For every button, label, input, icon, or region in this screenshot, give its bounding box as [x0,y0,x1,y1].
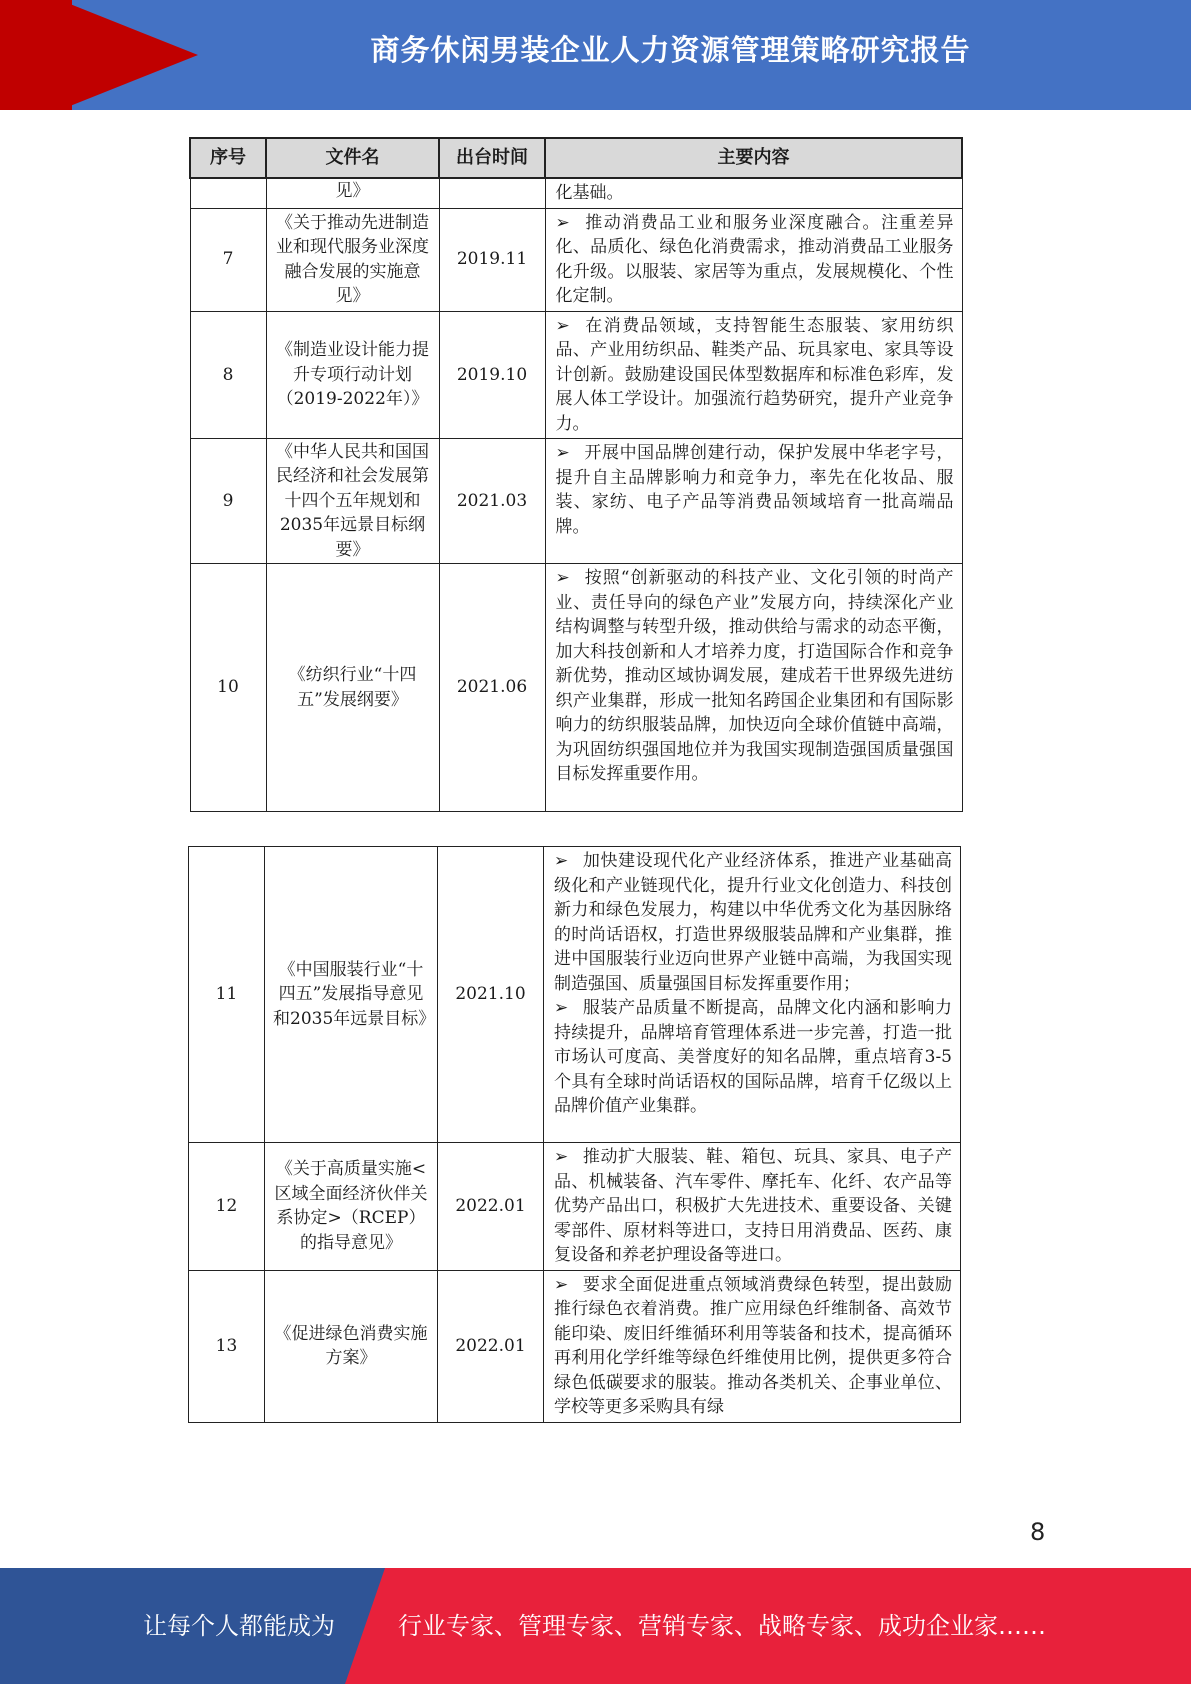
bullet-icon: ➢ [555,443,570,463]
bullet-text: 加快建设现代化产业经济体系，推进产业基础高级化和产业链现代化，提升行业文化创造力、科技创新力和绿色发展力，构建以中华优秀文化为基因脉络的时尚话语权，打造世界级服装品牌和产业集群，推进中国服装行业迈向世界产业链中高端，为我国实现制造强国、质量强国目标发挥重要作用； [554,851,952,994]
row-seq: 11 [189,847,265,1143]
row-content [545,311,962,439]
bullet-icon: ➢ [555,315,570,336]
row-content [544,1143,961,1271]
footer-slogan-left: 让每个人都能成为 [143,1612,335,1640]
bullet-icon: ➢ [554,1147,569,1167]
table-row [190,439,962,564]
row-name: 《中国服装行业“十四五”发展指导意见和2035年远景目标》 [265,847,438,1143]
bullet-text: 开展中国品牌创建行动，保护发展中华老字号，提升自主品牌影响力和竞争力，率先在化妆品、服装、家纺、电子产品等消费品领域培育一批高端品牌。 [555,443,954,537]
row-name: 《关于推动先进制造业和现代服务业深度融合发展的实施意见》 [266,208,439,311]
row-date: 2022.01 [438,1270,544,1422]
row-content [544,847,961,1143]
bullet-text: 在消费品领域，支持智能生态服装、家用纺织品、产业用纺织品、鞋类产品、玩具家电、家具等设计创新。鼓励建设国民体型数据库和标准色彩库，发展人体工学设计。加强流行趋势研究，提升产业竞争力。 [555,315,954,434]
bullet-icon: ➢ [555,212,570,233]
footer-blue-slant [345,1568,385,1684]
row-seq: 9 [190,439,266,564]
row-seq: 12 [189,1143,265,1271]
bullet-icon: ➢ [554,851,569,871]
bullet-icon: ➢ [555,568,570,588]
row-name: 《制造业设计能力提升专项行动计划（2019-2022年）》 [266,311,439,439]
row-content [545,439,962,564]
row-name: 见》 [266,178,439,208]
row-name: 《纺织行业“十四五”发展纲要》 [266,564,439,812]
row-name: 《促进绿色消费实施方案》 [265,1270,438,1422]
report-title: 商务休闲男装企业人力资源管理策略研究报告 [370,33,971,67]
policy-table-part1 [189,137,963,812]
row-content [544,1270,961,1422]
table-row [190,564,962,812]
row-date: 2019.10 [439,311,545,439]
table-row [189,1270,961,1422]
row-date [439,178,545,208]
bullet-icon: ➢ [554,998,569,1018]
bullet-icon: ➢ [554,1274,569,1295]
row-date: 2021.10 [438,847,544,1143]
table-header-row [190,138,962,178]
row-content: 化基础。 [545,178,962,208]
row-date: 2022.01 [438,1143,544,1271]
bullet-text: 要求全面促进重点领域消费绿色转型，提出鼓励推行绿色衣着消费。推广应用绿色纤维制备、高效节能印染、废旧纤维循环利用等装备和技术，提高循环再利用化学纤维等绿色纤维使用比例，提供更多符合绿色低碳要求的服装。推动各类机关、企事业单位、学校等更多采购具有绿 [554,1274,952,1417]
row-date: 2021.03 [439,439,545,564]
col-header-content: 主要内容 [545,138,962,178]
row-date: 2019.11 [439,208,545,311]
row-name: 《关于高质量实施<区域全面经济伙伴关系协定>（RCEP）的指导意见》 [265,1143,438,1271]
bullet-text: 服装产品质量不断提高，品牌文化内涵和影响力持续提升，品牌培育管理体系进一步完善，打造一批市场认可度高、美誉度好的知名品牌，重点培育3-5个具有全球时尚话语权的国际品牌，培育千亿级以上品牌价值产业集群。 [554,998,952,1116]
report-header [0,0,1191,110]
col-header-name: 文件名 [266,138,439,178]
bullet-text: 推动扩大服装、鞋、箱包、玩具、家具、电子产品、机械装备、汽车零件、摩托车、化纤、农产品等优势产品出口，积极扩大先进技术、重要设备、关键零部件、原材料等进口，支持日用消费品、医药、康复设备和养老护理设备等进口。 [554,1147,952,1265]
table-row [190,208,962,311]
col-header-seq: 序号 [190,138,266,178]
row-seq [190,178,266,208]
row-seq: 13 [189,1270,265,1422]
table-row [190,311,962,439]
row-content [545,564,962,812]
row-name: 《中华人民共和国国民经济和社会发展第十四个五年规划和2035年远景目标纲要》 [266,439,439,564]
table-row [189,1143,961,1271]
row-seq: 7 [190,208,266,311]
bullet-text: 推动消费品工业和服务业深度融合。注重差异化、品质化、绿色化消费需求，推动消费品工业服务化升级。以服装、家居等为重点，发展规模化、个性化定制。 [555,212,954,306]
row-seq: 10 [190,564,266,812]
table-row [190,178,962,208]
table-row [189,847,961,1143]
row-date: 2021.06 [439,564,545,812]
row-seq: 8 [190,311,266,439]
row-content [545,208,962,311]
page-number: 8 [1030,1518,1046,1546]
report-footer [0,1568,1191,1684]
bullet-text: 按照“创新驱动的科技产业、文化引领的时尚产业、责任导向的绿色产业”发展方向，持续深化产业结构调整与转型升级，推动供给与需求的动态平衡，加大科技创新和人才培养力度，打造国际合作和竞争新优势，推动区域协调发展，建成若干世界级先进纺织产业集群，形成一批知名跨国企业集团和有国际影响力的纺织服装品牌，加快迈向全球价值链中高端，为巩固纺织强国地位并为我国实现制造强国质量强国目标发挥重要作用。 [555,568,954,784]
footer-slogan-right: 行业专家、管理专家、营销专家、战略专家、成功企业家…… [398,1612,1046,1640]
col-header-date: 出台时间 [439,138,545,178]
policy-table-part2 [188,846,961,1423]
